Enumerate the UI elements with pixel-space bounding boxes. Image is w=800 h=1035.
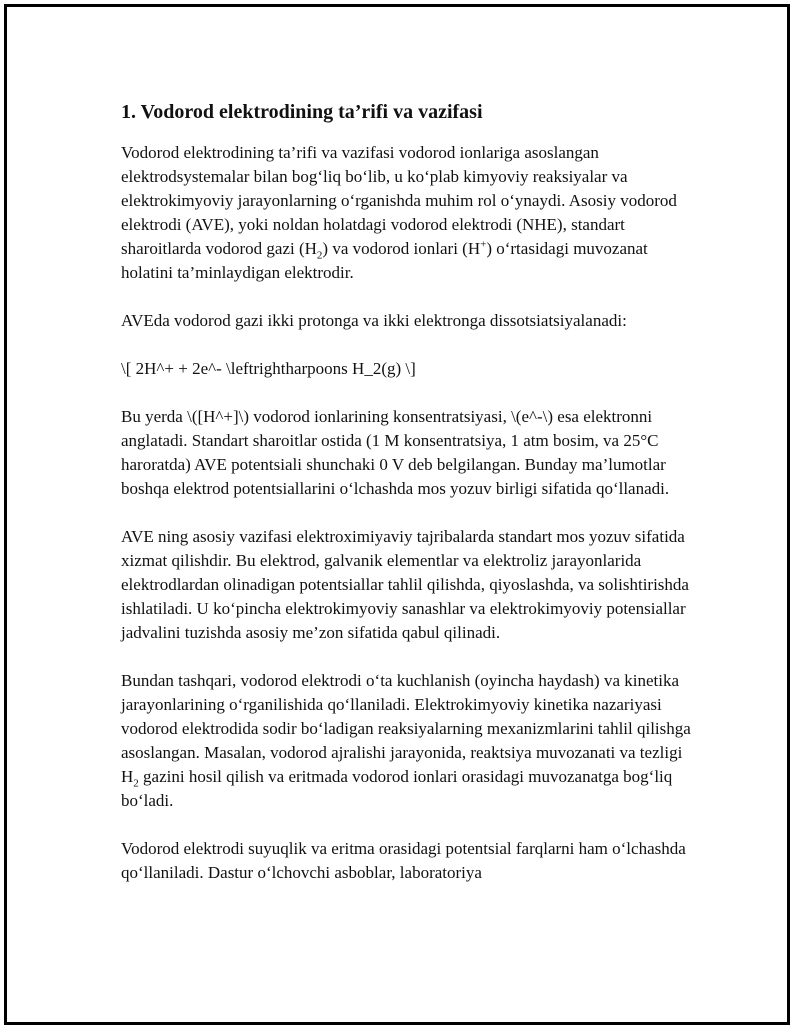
paragraph-dissociation: AVEda vodorod gazi ikki protonga va ikki elektronga dissotsiatsiyalanadi: — [121, 311, 627, 330]
subscript: 2 — [316, 249, 323, 262]
equation-line: \[ 2H^+ + 2e^- \leftrightharpoons H_2(g) \] — [121, 359, 416, 378]
superscript: + — [480, 238, 487, 251]
subscript: 2 — [133, 777, 139, 790]
paragraph-text: gazini hosil qilish va eritmada vodorod ionlari orasidagi muvozanatga bog‘liq bo‘ladi. — [121, 767, 673, 810]
paragraph-text: ) va vodorod ionlari (H — [322, 239, 481, 258]
document-page — [4, 4, 790, 1025]
paragraph-text: ) o‘rtasidagi muvozanat holatini ta’minlaydigan elektrodir. — [121, 239, 648, 282]
paragraph-definition — [121, 141, 691, 285]
paragraph-potential-measurement: Vodorod elektrodi suyuqlik va eritma orasidagi potentsial farqlarni ham o‘lchashda qo‘llaniladi. Dastur o‘lchovchi asboblar, laboratoriya — [121, 839, 686, 882]
paragraph-main-function: AVE ning asosiy vazifasi elektroximiyaviy tajribalarda standart mos yozuv sifatida xizmat qilishdir. Bu elektrod, galvanik elementlar va elektroliz jarayonlarida elektrodlardan olinadigan potentsiallar tahlil qilishda, qiyoslashda, va solishtirishda ishlatiladi. U ko‘pincha elektrokimyoviy sanashlar va elektrokimyoviy potensiallar jadvalini tuzishda asosiy me’zon sifatida qabul qilinadi. — [121, 527, 689, 642]
paragraph-text: Bundan tashqari, vodorod elektrodi o‘ta kuchlanish (oyincha haydash) va kinetika jarayonlarining o‘rganilishida qo‘llaniladi. Elektrokimyoviy kinetika nazariyasi vodorod elektrodida sodir bo‘ladigan reaksiyalarning mexanizmlarini tahlil qilishga asoslangan. Masalan, vodorod ajralishi jarayonida, reaktsiya muvozanati va tezligi H — [121, 671, 691, 786]
section-heading: 1. Vodorod elektrodining ta’rifi va vazifasi — [121, 101, 483, 123]
paragraph-kinetics — [121, 669, 691, 813]
document-body — [121, 99, 691, 909]
paragraph-standard-conditions: Bu yerda \([H^+]\) vodorod ionlarining konsentratsiyasi, \(e^-\) esa elektronni anglatadi. Standart sharoitlar ostida (1 M konsentratsiya, 1 atm bosim, va 25°C haroratda) AVE potentsiali shunchaki 0 V deb belgilangan. Bunday ma’lumotlar boshqa elektrod potentsiallarini o‘lchashda mos yozuv birligi sifatida qo‘llanadi. — [121, 407, 670, 498]
paragraph-text: Vodorod elektrodining ta’rifi va vazifasi vodorod ionlariga asoslangan elektrodsystemalar bilan bog‘liq bo‘lib, u ko‘plab kimyoviy reaksiyalar va elektrokimyoviy jarayonlarning o‘rganishda muhim rol o‘ynaydi. Asosiy vodorod elektrodi (AVE), yoki noldan holatdagi vodorod elektrodi (NHE), standart sharoitlarda vodorod gazi (H — [121, 143, 677, 258]
